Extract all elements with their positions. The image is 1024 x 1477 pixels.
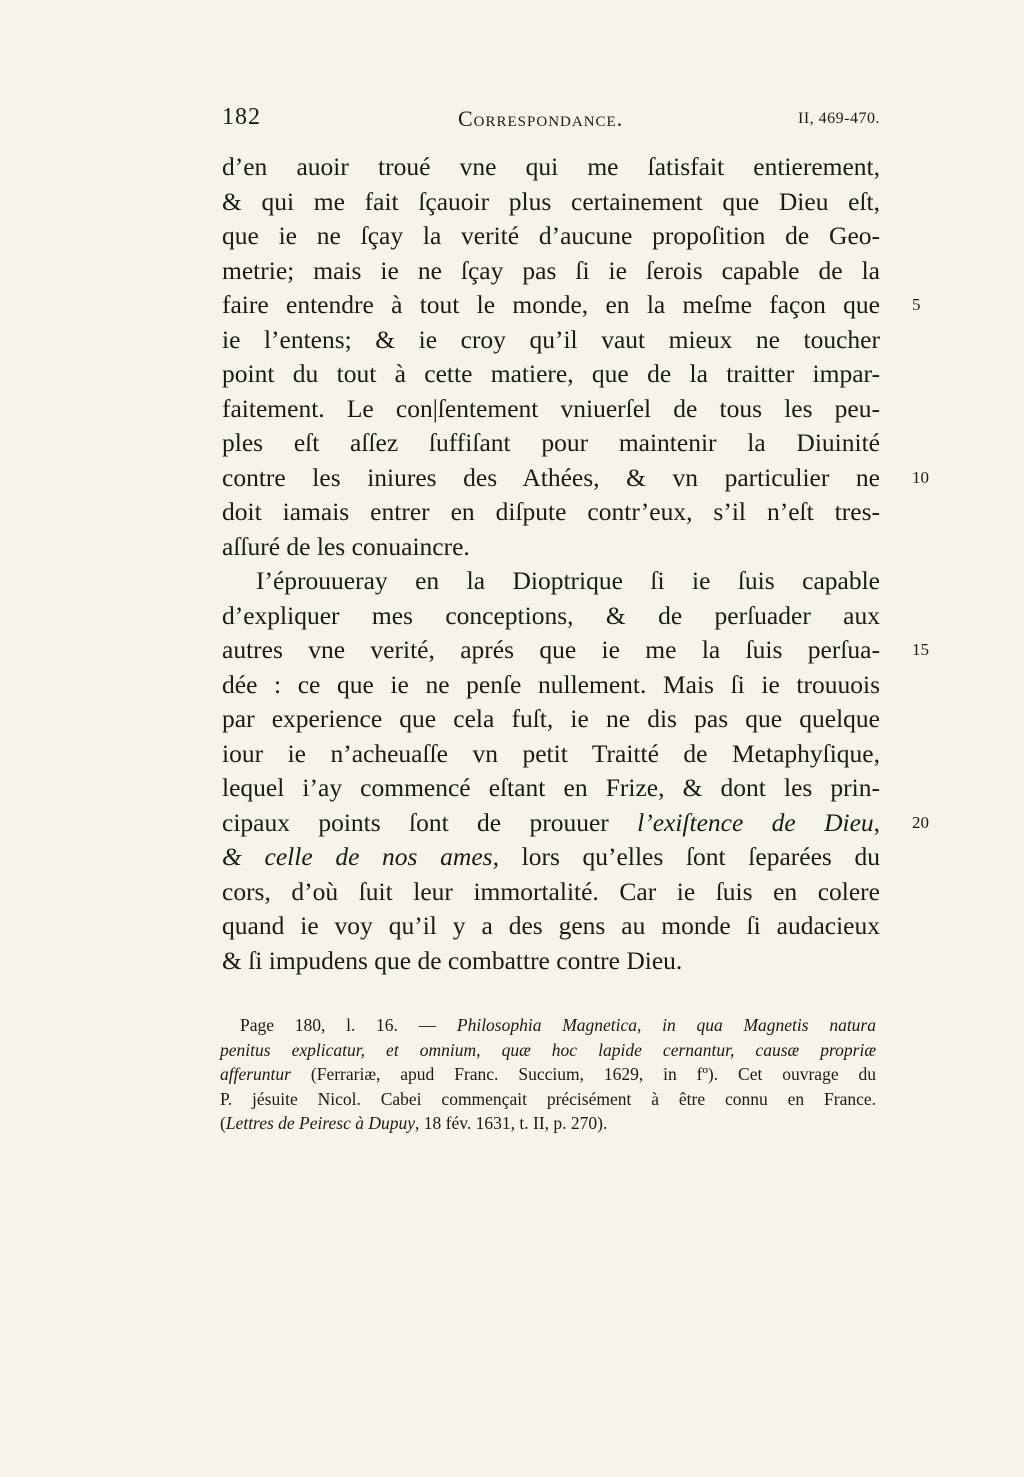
running-header	[222, 104, 880, 134]
footnote-italic: Philosophia Magnetica, in qua Magnetis natura	[456, 1015, 876, 1035]
footnote-line	[220, 1038, 876, 1063]
text-line: ie l’entens; & ie croy qu’il vaut mieux ne toucher	[222, 324, 880, 354]
text-line: I’éprouueray en la Dioptrique ſi ie ſuis capable	[256, 566, 880, 595]
text-line: cors, d’où ſuit leur immortalité. Car ie ſuis en colere	[222, 876, 880, 906]
text-line-content: autres vne verité, aprés que ie me la ſuis perſua-	[222, 635, 880, 664]
footnote-italic: afferuntur	[220, 1064, 291, 1085]
italic-phrase: l’exiſtence de Dieu	[637, 807, 874, 837]
text-line-content: lors qu’elles ſont ſeparées du	[498, 842, 881, 871]
text-line: que ie ne ſçay la verité d’aucune propoſition de Geo-	[222, 221, 880, 250]
text-line-content: faire entendre à tout le monde, en la meſme façon que	[222, 290, 880, 319]
text-line: ples eſt aſſez ſuffiſant pour maintenir la Diuinité	[222, 428, 880, 457]
page-number: 182	[222, 104, 261, 130]
body-text	[222, 150, 929, 978]
footnote-text: , 18 fév. 1631, t. II, p. 270).	[415, 1113, 608, 1134]
text-line: par experience que cela fuſt, ie ne dis pas que quelque	[222, 704, 880, 733]
text-line-content: cipaux points ſont de prouuer	[222, 807, 609, 837]
page-reference: II, 469-470.	[798, 110, 880, 127]
text-line	[222, 840, 880, 875]
footnote-italic: penitus explicatur, et omnium, quæ hoc lapide cernantur, causæ propriæ	[220, 1039, 876, 1060]
text-line-content: contre les iniures des Athées, & vn particulier ne	[222, 462, 880, 492]
text-line: & qui me fait ſçauoir plus certainement que Dieu eſt,	[222, 186, 880, 216]
line-number: 20	[912, 812, 929, 832]
text-line: metrie; mais ie ne ſçay pas ſi ie ſerois capable de la	[222, 255, 880, 285]
footnote-line	[220, 1111, 876, 1136]
text-line: d’expliquer mes conceptions, & de perſuader aux	[222, 600, 880, 630]
text-line: doit iamais entrer en diſpute contr’eux, s’il n’eſt tres-	[222, 497, 880, 526]
text-line	[222, 461, 929, 496]
italic-phrase: & celle de nos ames,	[222, 842, 499, 871]
footnote-line	[220, 1013, 876, 1038]
text-line: & ſi impudens que de combattre contre Dieu.	[222, 945, 683, 975]
text-line	[222, 633, 929, 668]
text-line: iour ie n’acheuaſſe vn petit Traitté de Metaphyſique,	[222, 738, 880, 768]
text-line: point du tout à cette matiere, que de la traitter impar-	[222, 359, 880, 388]
text-line: dée : ce que ie ne penſe nullement. Mais ſi ie trouuois	[222, 669, 880, 699]
text-line: d’en auoir troué vne qui me ſatisfait entierement,	[222, 152, 880, 181]
comma: ,	[873, 807, 881, 837]
text-line: aſſuré de les conuaincre.	[222, 531, 470, 561]
footnote-text: (	[220, 1113, 226, 1134]
text-line: faitement. Le con|ſentement vniuerſel de tous les peu-	[222, 393, 880, 423]
footnote-italic: Lettres de Peiresc à Dupuy	[225, 1113, 416, 1134]
footnote	[220, 1013, 876, 1136]
text-line	[222, 806, 929, 841]
footnote-line	[220, 1062, 876, 1087]
line-number: 10	[912, 467, 929, 487]
text-line: quand ie voy qu’il y a des gens au monde ſi audacieux	[222, 911, 880, 940]
text-line	[222, 288, 921, 323]
footnote-text: (Ferrariæ, apud Franc. Succium, 1629, in fº). Cet ouvrage du	[290, 1064, 876, 1085]
line-number: 5	[912, 295, 921, 314]
footnote-line: P. jésuite Nicol. Cabei commençait précisément à être connu en France.	[220, 1088, 876, 1109]
running-title: Correspondance.	[458, 106, 624, 131]
line-number: 15	[912, 640, 929, 659]
footnote-ref: Page 180, l. 16. —	[240, 1015, 457, 1035]
text-line: lequel i’ay commencé eſtant en Frize, & dont les prin-	[222, 773, 880, 802]
